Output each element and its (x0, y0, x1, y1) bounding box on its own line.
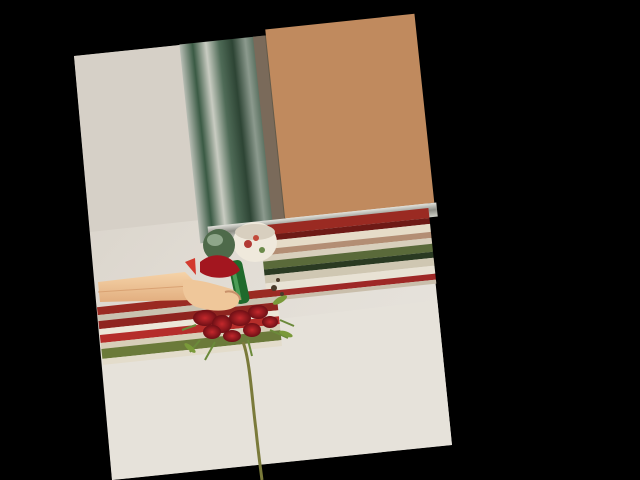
mirror-glass (265, 14, 434, 219)
ornament-jar (233, 222, 277, 262)
